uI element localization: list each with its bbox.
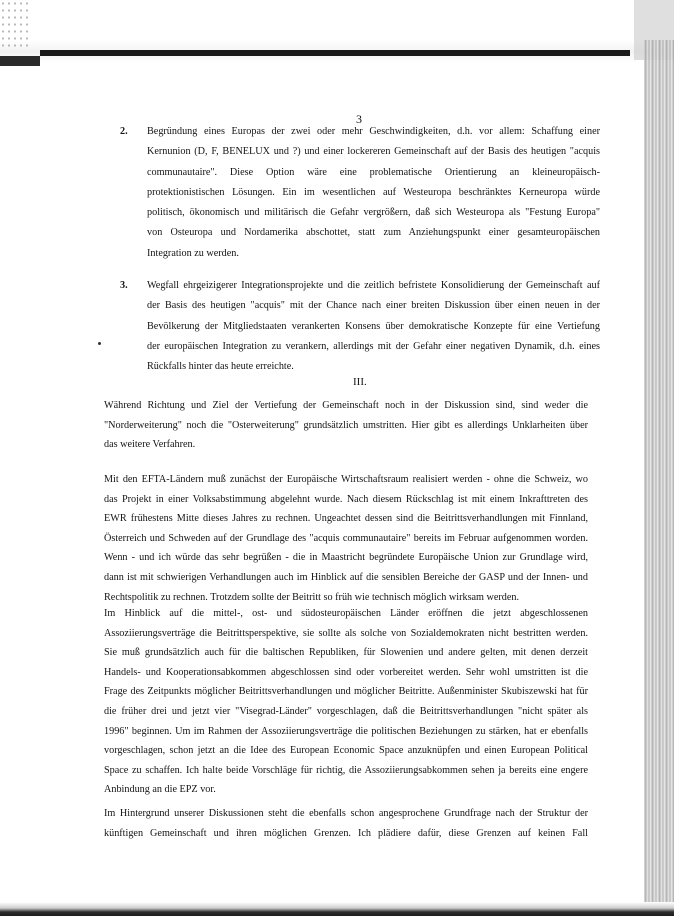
section-heading: III. [353, 376, 367, 388]
text-line: communautaire". Diese Option wäre eine problematische Orientierung an kleineuropäisch- [147, 166, 600, 178]
text-line: Wenn - und ich würde das sehr begrüßen - die in Maastricht begründete Europäische Union zur Grundlage wird, [104, 552, 588, 564]
text-line: Wegfall ehrgeizigerer Integrationsprojekte und die zeitlich befristete Konsolidierung der Gemeinschaft auf [147, 280, 600, 291]
scan-speck [98, 342, 101, 345]
scan-shadow-bar-left [0, 56, 40, 66]
scan-edge-bottom [0, 902, 674, 916]
text-line: Im Hinblick auf die mittel-, ost- und südosteuropäischen Länder eröffnen die jetzt abgeschlossenen [104, 608, 588, 619]
text-line: Bevölkerung der Mitgliedstaaten verankerten Konsens über demokratische Konzepte für eine Vertiefung [147, 320, 600, 332]
text-line: Frage des Zeitpunkts möglicher Beitrittsverhandlungen und möglicher Beitritte. Außenminister Skubiszewski hat für [104, 686, 588, 698]
list-item-text [147, 122, 600, 264]
text-line: Integration zu werden. [147, 247, 239, 259]
text-line: Im Hintergrund unserer Diskussionen steht die ebenfalls schon angesprochene Grundfrage nach der Struktur der [104, 808, 588, 819]
text-line: Rechtspolitik zu rechnen. Trotzdem sollte der Beitritt so früh wie technisch möglich wirksam werden. [104, 591, 520, 603]
text-line: von Osteuropa und Nordamerika abschottet, statt zum Anziehungspunkt einer gesamteuropäischen [147, 227, 600, 239]
page-number: 3 [356, 112, 362, 126]
list-item-2 [120, 122, 600, 264]
text-line: Mit den EFTA-Ländern muß zunächst der Europäische Wirtschaftsraum realisiert werden - ohne die Schweiz, wo [104, 474, 588, 485]
text-line: Begründung eines Europas der zwei oder mehr Geschwindigkeiten, d.h. vor allem: Schaffung einer [147, 126, 600, 137]
paragraph-3 [104, 604, 588, 800]
text-line: EWR frühestens Mitte dieses Jahres zu rechnen. Ungeachtet dessen sind die Beitrittsverhandlungen mit Finnland, [104, 513, 588, 525]
text-line: Assoziierungsverträge die Beitrittsperspektive, sie sollte als solche von Sozialdemokraten nicht bestritten werden. [104, 627, 588, 639]
list-item-3 [120, 276, 600, 377]
text-line: dann ist mit schwierigen Verhandlungen auch im Hinblick auf die sensiblen Bereiche der GASP und der Innen- und [104, 571, 588, 583]
text-line: 1996" beginnen. Um im Rahmen der Assoziierungsverträge die politischen Beziehungen zu stärken, hat er ebenfalls [104, 725, 588, 737]
paragraph-1 [104, 396, 588, 455]
list-item-number: 3. [120, 280, 128, 291]
text-line: die früher drei und jetzt vier "Visegrad-Länder" vorgeschlagen, daß die Beitrittsverhandlungen "nicht später als [104, 705, 588, 717]
list-item-text [147, 276, 600, 377]
paragraph-2 [104, 470, 588, 607]
text-line: künftigen Gemeinschaft und ihren möglichen Grenzen. Ich plädiere dafür, diese Grenzen auf keinen Fall [104, 827, 588, 839]
text-line: Während Richtung und Ziel der Vertiefung der Gemeinschaft noch in der Diskussion sind, sind weder die [104, 400, 588, 411]
text-line: Sie muß grundsätzlich auch für die baltischen Republiken, für Slowenien und andere gelten, mit denen derzeit [104, 647, 588, 659]
scan-edge-right [644, 40, 674, 916]
text-line: Space zu schaffen. Ich halte beide Vorschläge für richtig, die Assoziierungsabkommen sehen ja bereits eine engere [104, 764, 588, 776]
paragraph-4 [104, 804, 588, 843]
text-line: Anbindung an die EPZ vor. [104, 784, 216, 796]
text-line: das weitere Verfahren. [104, 439, 196, 451]
text-line: der europäischen Integration zu verankern, allerdings mit der Gefahr einer negativen Dynamik, d.h. eines [147, 340, 600, 352]
text-line: Österreich und Schweden auf der Grundlage des "acquis communautaire" bereits im Februar aufgenommen worden. [104, 532, 588, 544]
text-line: Handels- und Kooperationsabkommen abgeschlossen sind oder vorbereitet werden. Sehr wohl umstritten ist die [104, 666, 588, 678]
scan-noise [0, 0, 30, 50]
text-line: Kernunion (D, F, BENELUX und ?) und einer lockereren Gemeinschaft auf der Basis des heutigen "acquis [147, 146, 600, 158]
list-item-number: 2. [120, 126, 128, 137]
text-line: das Projekt in einer Volksabstimmung abgelehnt wurde. Nach diesem Rückschlag ist mit einem Inkrafttreten des [104, 493, 588, 505]
scan-shadow-bar [40, 50, 630, 56]
text-line: der Basis des heutigen "acquis" mit der Chance nach einer breiten Diskussion über einen neuen in der [147, 300, 600, 312]
text-line: Rückfalls hinter das heute erreichte. [147, 361, 294, 373]
text-line: "Norderweiterung" noch die "Osterweiterung" grundsätzlich umstritten. Hier gibt es allerdings Unklarheiten über [104, 419, 588, 431]
text-line: vorgeschlagen, schon jetzt an die Idee des European Economic Space anzuknüpfen und einen European Political [104, 745, 588, 757]
text-line: politisch, ökonomisch und militärisch die Gefahr vergrößern, daß sich Westeuropa als "Festung Europa" [147, 207, 600, 219]
text-line: protektionistischen Lösungen. Ein im wesentlichen auf Westeuropa beschränktes Kerneuropa würde [147, 186, 600, 198]
